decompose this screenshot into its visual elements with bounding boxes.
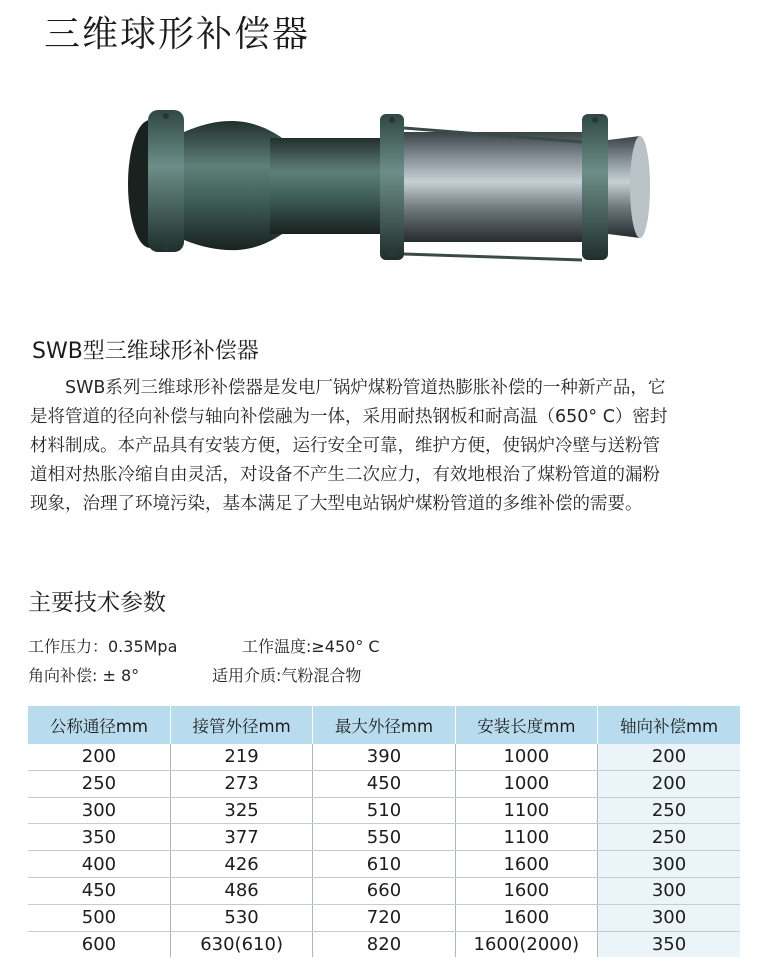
description-line: 材料制成。本产品具有安装方便，运行安全可靠，维护方便，使锅炉冷壁与送粉管 bbox=[30, 436, 660, 456]
table-cell: 1600(2000) bbox=[455, 931, 597, 957]
table-cell: 530 bbox=[170, 904, 312, 931]
table-row bbox=[28, 904, 740, 931]
table-row bbox=[28, 824, 740, 851]
table-cell: 300 bbox=[28, 797, 170, 824]
table-cell: 500 bbox=[28, 904, 170, 931]
table-cell: 200 bbox=[598, 744, 740, 770]
table-row bbox=[28, 770, 740, 797]
table-row bbox=[28, 744, 740, 770]
working-temperature: 工作温度:≥450° C bbox=[242, 637, 380, 656]
table-cell: 219 bbox=[170, 744, 312, 770]
table-cell: 377 bbox=[170, 824, 312, 851]
column-header: 轴向补偿mm bbox=[598, 706, 740, 744]
table-cell: 450 bbox=[28, 877, 170, 904]
table-row bbox=[28, 851, 740, 878]
description-line: 现象，治理了环境污染，基本满足了大型电站锅炉煤粉管道的多维补偿的需要。 bbox=[30, 494, 643, 514]
compensator-photo bbox=[110, 92, 670, 282]
column-header: 接管外径mm bbox=[170, 706, 312, 744]
table-cell: 300 bbox=[598, 851, 740, 878]
table-cell: 390 bbox=[313, 744, 455, 770]
page-title: 三维球形补偿器 bbox=[44, 14, 311, 55]
table-cell: 350 bbox=[598, 931, 740, 957]
product-description bbox=[30, 374, 746, 519]
table-cell: 350 bbox=[28, 824, 170, 851]
table-cell: 510 bbox=[313, 797, 455, 824]
applicable-medium: 适用介质:气粉混合物 bbox=[212, 666, 362, 685]
table-row bbox=[28, 797, 740, 824]
table-cell: 325 bbox=[170, 797, 312, 824]
table-cell: 610 bbox=[313, 851, 455, 878]
spec-table bbox=[28, 706, 740, 957]
angular-compensation: 角向补偿: ± 8° bbox=[28, 666, 140, 685]
working-pressure: 工作压力：0.35Mpa bbox=[28, 637, 178, 656]
specs-heading: 主要技术参数 bbox=[28, 590, 166, 616]
table-cell: 426 bbox=[170, 851, 312, 878]
table-row bbox=[28, 877, 740, 904]
column-header: 公称通径mm bbox=[28, 706, 170, 744]
table-cell: 1600 bbox=[455, 877, 597, 904]
table-cell: 300 bbox=[598, 904, 740, 931]
table-cell: 200 bbox=[598, 770, 740, 797]
table-cell: 550 bbox=[313, 824, 455, 851]
table-cell: 820 bbox=[313, 931, 455, 957]
column-header: 最大外径mm bbox=[313, 706, 455, 744]
table-cell: 300 bbox=[598, 877, 740, 904]
table-cell: 1100 bbox=[455, 797, 597, 824]
description-line: 是将管道的径向补偿与轴向补偿融为一体，采用耐热钢板和耐高温（650° C）密封 bbox=[30, 407, 668, 427]
table-cell: 660 bbox=[313, 877, 455, 904]
table-cell: 1600 bbox=[455, 904, 597, 931]
table-cell: 250 bbox=[598, 824, 740, 851]
table-cell: 250 bbox=[598, 797, 740, 824]
table-cell: 1100 bbox=[455, 824, 597, 851]
table-header-row bbox=[28, 706, 740, 744]
table-cell: 1600 bbox=[455, 851, 597, 878]
table-cell: 450 bbox=[313, 770, 455, 797]
table-cell: 600 bbox=[81, 933, 117, 955]
table-cell: 486 bbox=[170, 877, 312, 904]
description-line: SWB系列三维球形补偿器是发电厂锅炉煤粉管道热膨胀补偿的一种新产品，它 bbox=[65, 378, 666, 398]
table-row bbox=[28, 931, 740, 957]
table-cell: 1000 bbox=[455, 770, 597, 797]
product-subtitle: SWB型三维球形补偿器 bbox=[32, 339, 259, 364]
table-cell: 630(610) bbox=[170, 931, 312, 957]
table-cell: 400 bbox=[28, 851, 170, 878]
table-cell: 200 bbox=[28, 744, 170, 770]
column-header: 安装长度mm bbox=[455, 706, 597, 744]
table-cell: 720 bbox=[313, 904, 455, 931]
table-cell: 273 bbox=[170, 770, 312, 797]
table-cell: 1000 bbox=[455, 744, 597, 770]
table-cell: 250 bbox=[28, 770, 170, 797]
description-line: 道相对热胀冷缩自由灵活，对设备不产生二次应力，有效地根治了煤粉管道的漏粉 bbox=[30, 465, 660, 485]
